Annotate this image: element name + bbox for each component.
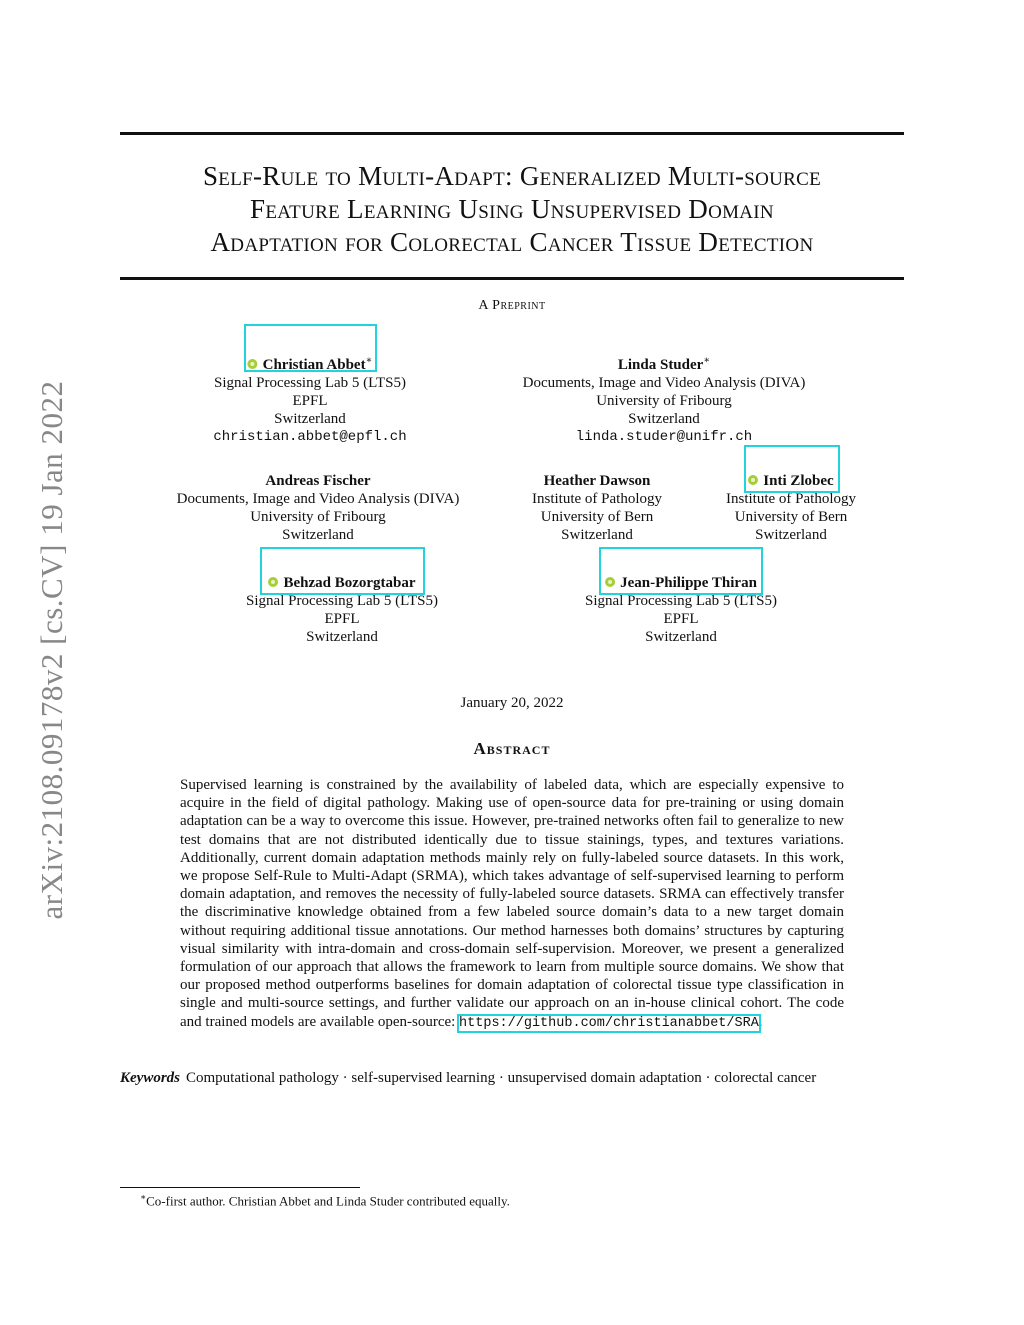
author-affiliation: Signal Processing Lab 5 (LTS5) [585, 593, 777, 609]
footnote-text: Co-first author. Christian Abbet and Linda Studer contributed equally. [146, 1193, 510, 1209]
author-affiliation: University of Bern [734, 509, 848, 525]
author-affiliation: University of Bern [540, 509, 654, 525]
title-rule-bottom [120, 277, 904, 280]
paper-title [120, 160, 904, 259]
author-affiliation: EPFL [324, 611, 360, 627]
author-block [246, 574, 438, 646]
author-block [523, 352, 806, 446]
author-affiliation: Signal Processing Lab 5 (LTS5) [246, 593, 438, 609]
abstract-end: . [758, 1013, 763, 1030]
footnote-mark: ∗ [140, 1192, 147, 1202]
author-name[interactable]: Christian Abbet [262, 357, 366, 373]
author-name: Linda Studer [617, 357, 704, 373]
title-rule-top [120, 132, 904, 135]
author-affiliation: Documents, Image and Video Analysis (DIVA) [176, 491, 460, 507]
author-affiliation: Institute of Pathology [532, 491, 662, 507]
publication-date: January 20, 2022 [460, 695, 564, 711]
orcid-icon[interactable] [268, 577, 278, 587]
orcid-icon[interactable] [748, 475, 758, 485]
author-block [532, 472, 662, 544]
author-name: Heather Dawson [543, 473, 651, 489]
author-email[interactable]: linda.studer@unifr.ch [575, 429, 753, 445]
author-affiliation: Switzerland [306, 629, 378, 645]
author-block [726, 472, 856, 544]
footnote [140, 1192, 510, 1209]
orcid-icon[interactable] [605, 577, 615, 587]
author-affiliation: Switzerland [282, 527, 354, 543]
author-affiliation: Switzerland [645, 629, 717, 645]
author-affiliation: Switzerland [274, 411, 346, 427]
author-affiliation: Institute of Pathology [726, 491, 856, 507]
author-block [213, 352, 406, 446]
arxiv-identifier: arXiv:2108.09178v2 [cs.CV] 19 Jan 2022 [34, 380, 69, 920]
author-name[interactable]: Jean-Philippe Thiran [620, 575, 757, 591]
abstract-heading: Abstract [473, 739, 551, 758]
abstract-text: Supervised learning is constrained by the availability of labeled data, which are especially expensive to acquire in the field of digital pathology. Making use of open-source data for pre-training or using domain adaptation can be a way to overcome this issue. However, pre-trained networks often fail to generalize to new test domains that are not distributed identically due to tissue stainings, types, and textures variations. Additionally, current domain adaptation methods mainly rely on fully-labeled source datasets. In this work, we propose Self-Rule to Multi-Adapt (SRMA), which takes advantage of self-supervised learning to perform domain adaptation, and removes the necessity of fully-labeled source datasets. SRMA can effectively transfer the discriminative knowledge obtained from a few labeled source domain’s data to a new target domain without requiring additional tissue annotations. Our method harnesses both domains’ structures by capturing visual similarity with intra-domain and cross-domain self-supervision. Moreover, we present a generalized formulation of our approach that allows the framework to learn from multiple source domains. We show that our proposed method outperforms baselines for domain adaptation of colorectal tissue type classification in single and multi-source settings, and further validate our approach on an in-house clinical cohort. The code and trained models are available open-source: [180, 777, 844, 1030]
co-first-mark: ∗ [703, 355, 711, 366]
author-affiliation: Switzerland [628, 411, 700, 427]
author-name[interactable]: Inti Zlobec [763, 473, 834, 489]
author-affiliation: University of Fribourg [596, 393, 732, 409]
author-affiliation: Switzerland [561, 527, 633, 543]
abstract-body [180, 776, 844, 1033]
author-block [585, 574, 777, 646]
title-line: Self-Rule to Multi-Adapt: Generalized Multi-source [202, 161, 821, 191]
code-repository-link[interactable]: https://github.com/christianabbet/SRA [459, 1015, 759, 1031]
author-affiliation: EPFL [663, 611, 699, 627]
author-affiliation: Signal Processing Lab 5 (LTS5) [214, 375, 406, 391]
title-line: Feature Learning Using Unsupervised Domain [250, 194, 774, 224]
author-affiliation: Switzerland [755, 527, 827, 543]
keywords-label: Keywords [120, 1070, 180, 1086]
author-affiliation: EPFL [292, 393, 328, 409]
author-block [177, 472, 460, 544]
author-affiliation: Documents, Image and Video Analysis (DIVA) [522, 375, 806, 391]
co-first-mark: ∗ [365, 355, 373, 366]
author-affiliation: University of Fribourg [250, 509, 386, 525]
author-name: Andreas Fischer [265, 473, 371, 489]
orcid-icon[interactable] [248, 359, 258, 369]
title-line: Adaptation for Colorectal Cancer Tissue Detection [210, 227, 814, 257]
keywords-text: Computational pathology · self-supervised learning · unsupervised domain adaptation · colorectal cancer [186, 1070, 817, 1086]
keywords-line [120, 1070, 920, 1087]
preprint-label: A Preprint [478, 298, 546, 313]
author-email[interactable]: christian.abbet@epfl.ch [213, 429, 407, 445]
author-name[interactable]: Behzad Bozorgtabar [283, 575, 416, 591]
footnote-rule [120, 1187, 360, 1188]
